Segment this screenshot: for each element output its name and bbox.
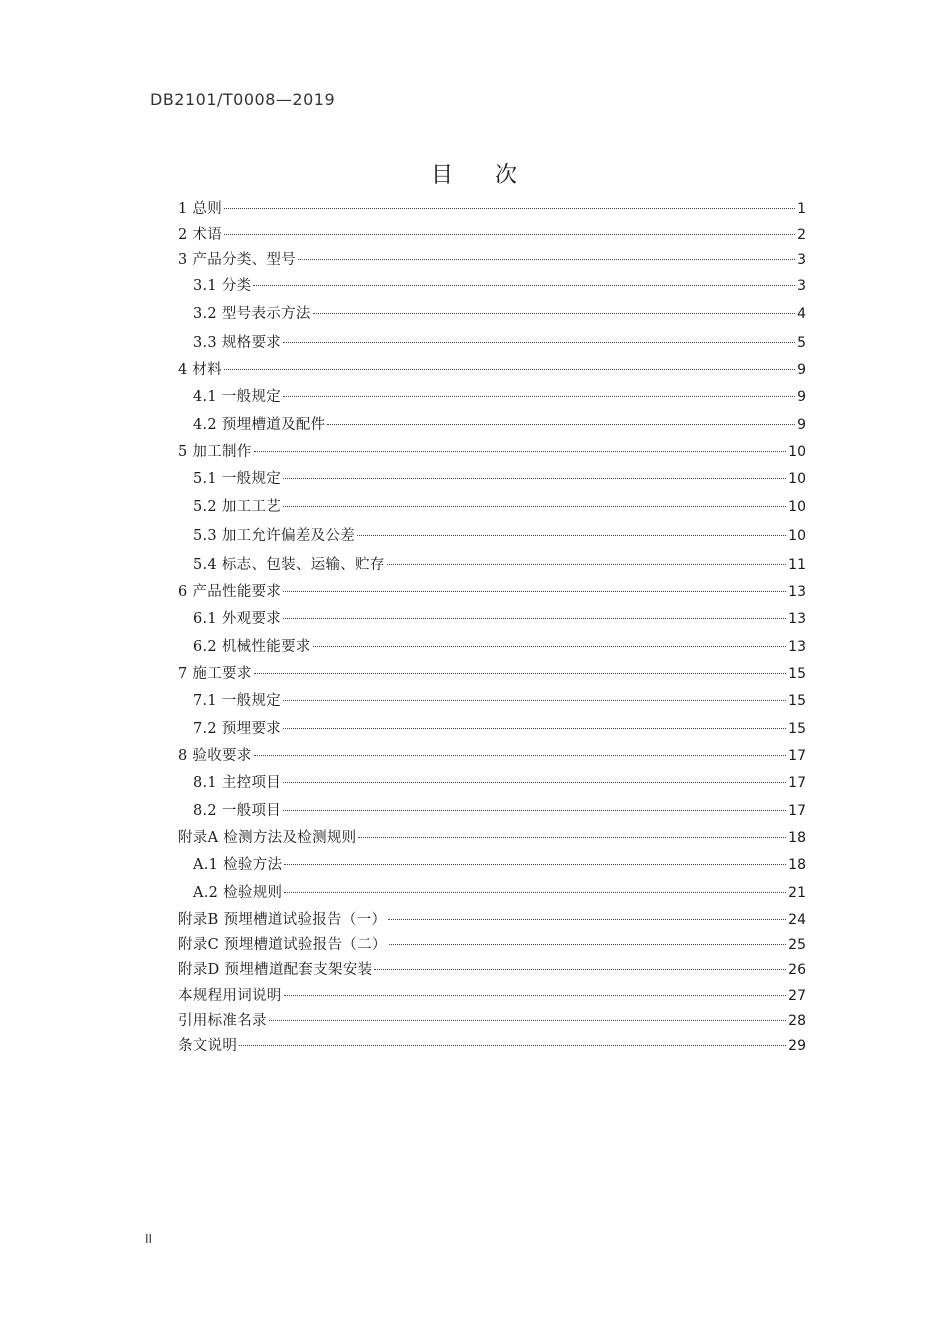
- toc-entry-page: 9: [797, 362, 806, 378]
- toc-entry-page: 11: [788, 557, 806, 573]
- toc-entry-label: 5.1 一般规定: [193, 471, 282, 487]
- toc-entry-page: 9: [797, 389, 806, 405]
- toc-entry[interactable]: [178, 469, 806, 489]
- toc-entry-page: 4: [797, 306, 806, 322]
- dot-leader: [254, 451, 787, 452]
- toc-entry-page: 10: [788, 471, 806, 487]
- dot-leader: [283, 506, 786, 507]
- toc-entry-label: 本规程用词说明: [178, 988, 282, 1004]
- toc-entry-page: 1: [797, 201, 806, 217]
- toc-entry[interactable]: [178, 1036, 806, 1056]
- toc-entry-label: 3.1 分类: [193, 278, 252, 294]
- toc-entry-page: 24: [788, 912, 806, 928]
- toc-entry[interactable]: [178, 986, 806, 1006]
- dot-leader: [387, 564, 787, 565]
- dot-leader: [388, 919, 786, 920]
- dot-leader: [224, 369, 795, 370]
- dot-leader: [327, 424, 795, 425]
- toc-entry-page: 3: [797, 252, 806, 268]
- toc-entry-label: 5.4 标志、包装、运输、贮存: [193, 557, 385, 573]
- toc-entry[interactable]: [178, 855, 806, 875]
- dot-leader: [284, 995, 787, 996]
- toc-entry[interactable]: [178, 442, 806, 462]
- toc-entry[interactable]: [178, 333, 806, 353]
- dot-leader: [239, 1045, 786, 1046]
- toc-title-right: 次: [495, 163, 520, 188]
- toc-entry-page: 10: [788, 444, 806, 460]
- dot-leader: [389, 944, 786, 945]
- dot-leader: [283, 396, 795, 397]
- toc-entry-page: 10: [788, 528, 806, 544]
- toc-entry-page: 25: [788, 937, 806, 953]
- toc-entry-page: 26: [788, 962, 806, 978]
- toc-entry[interactable]: [178, 555, 806, 575]
- dot-leader: [283, 478, 786, 479]
- toc-entry[interactable]: [178, 304, 806, 324]
- toc-entry-page: 10: [788, 499, 806, 515]
- toc-entry-label: 附录D 预埋槽道配套支架安装: [178, 962, 373, 978]
- toc-entry-page: 27: [788, 988, 806, 1004]
- dot-leader: [357, 535, 786, 536]
- dot-leader: [224, 234, 795, 235]
- toc-entry-label: 引用标准名录: [178, 1013, 267, 1029]
- toc-entry-page: 17: [788, 748, 806, 764]
- toc-entry[interactable]: [178, 960, 806, 980]
- dot-leader: [313, 646, 787, 647]
- toc-entry-page: 13: [788, 584, 806, 600]
- toc-entry-label: 附录B 预埋槽道试验报告（一）: [178, 912, 387, 928]
- toc-entry-label: 7.2 预埋要求: [193, 721, 282, 737]
- toc-entry[interactable]: [178, 935, 806, 955]
- page-number-footer: II: [145, 1232, 153, 1246]
- toc-entry[interactable]: [178, 250, 806, 270]
- toc-entry-page: 9: [797, 417, 806, 433]
- dot-leader: [283, 618, 786, 619]
- toc-entry-label: 1 总则: [178, 201, 223, 217]
- dot-leader: [298, 259, 795, 260]
- toc-entry[interactable]: [178, 225, 806, 245]
- toc-entry-label: 8.1 主控项目: [193, 775, 282, 791]
- toc-entry[interactable]: [178, 1011, 806, 1031]
- toc-title-left: 目: [430, 163, 455, 188]
- dot-leader: [254, 755, 787, 756]
- dot-leader: [283, 342, 795, 343]
- toc-entry-label: 5 加工制作: [178, 444, 252, 460]
- toc-entry-label: 7.1 一般规定: [193, 693, 282, 709]
- toc-entry-label: 7 施工要求: [178, 666, 252, 682]
- toc-entry-page: 21: [788, 885, 806, 901]
- toc-entry[interactable]: [178, 691, 806, 711]
- toc-entry-label: A.2 检验规则: [193, 885, 283, 901]
- toc-entry-label: 8 验收要求: [178, 748, 252, 764]
- toc-entry[interactable]: [178, 276, 806, 296]
- toc-entry-page: 15: [788, 693, 806, 709]
- dot-leader: [358, 837, 786, 838]
- toc-entry[interactable]: [178, 497, 806, 517]
- toc-entry-page: 13: [788, 611, 806, 627]
- toc-entry[interactable]: [178, 773, 806, 793]
- toc-entry-label: A.1 检验方法: [193, 857, 283, 873]
- toc-entry-label: 条文说明: [178, 1038, 238, 1054]
- toc-entry[interactable]: [178, 582, 806, 602]
- toc-entry-label: 3 产品分类、型号: [178, 252, 297, 268]
- toc-entry[interactable]: [178, 801, 806, 821]
- toc-entry[interactable]: [178, 387, 806, 407]
- toc-entry-page: 2: [797, 227, 806, 243]
- toc-entry-label: 5.3 加工允许偏差及公差: [193, 528, 356, 544]
- toc-entry[interactable]: [178, 883, 806, 903]
- dot-leader: [269, 1020, 786, 1021]
- toc-entry-page: 13: [788, 639, 806, 655]
- toc-entry-label: 4 材料: [178, 362, 223, 378]
- dot-leader: [283, 782, 786, 783]
- dot-leader: [313, 313, 795, 314]
- toc-title: [0, 158, 950, 189]
- toc-entry-label: 附录A 检测方法及检测规则: [178, 830, 357, 846]
- toc-entry-label: 2 术语: [178, 227, 223, 243]
- toc-entry[interactable]: [178, 910, 806, 930]
- toc-entry-label: 6.2 机械性能要求: [193, 639, 311, 655]
- toc-entry[interactable]: [178, 637, 806, 657]
- toc-entry-page: 18: [788, 857, 806, 873]
- toc-entry-page: 15: [788, 666, 806, 682]
- dot-leader: [374, 969, 786, 970]
- toc-entry-label: 6 产品性能要求: [178, 584, 282, 600]
- toc-entry[interactable]: [178, 719, 806, 739]
- toc-entry-label: 3.3 规格要求: [193, 335, 282, 351]
- dot-leader: [254, 673, 787, 674]
- toc-entry-label: 6.1 外观要求: [193, 611, 282, 627]
- document-code: DB2101/T0008—2019: [150, 90, 336, 109]
- toc-entry-page: 18: [788, 830, 806, 846]
- toc-entry[interactable]: [178, 199, 806, 219]
- toc-entry-page: 28: [788, 1013, 806, 1029]
- toc-entry[interactable]: [178, 360, 806, 380]
- toc-entry-page: 17: [788, 775, 806, 791]
- toc-entry-label: 8.2 一般项目: [193, 803, 282, 819]
- toc-entry-label: 3.2 型号表示方法: [193, 306, 311, 322]
- dot-leader: [284, 864, 786, 865]
- toc-entry[interactable]: [178, 609, 806, 629]
- toc-entry-page: 3: [797, 278, 806, 294]
- dot-leader: [224, 208, 795, 209]
- toc-entry[interactable]: [178, 526, 806, 546]
- toc-entry-page: 5: [797, 335, 806, 351]
- toc-entry[interactable]: [178, 746, 806, 766]
- toc-entry[interactable]: [178, 828, 806, 848]
- toc-entry[interactable]: [178, 664, 806, 684]
- dot-leader: [283, 700, 786, 701]
- toc-entry-label: 4.1 一般规定: [193, 389, 282, 405]
- toc-entry-page: 29: [788, 1038, 806, 1054]
- toc-entry-label: 5.2 加工工艺: [193, 499, 282, 515]
- toc-entry-page: 17: [788, 803, 806, 819]
- dot-leader: [283, 591, 786, 592]
- dot-leader: [283, 810, 786, 811]
- toc-entry-label: 4.2 预埋槽道及配件: [193, 417, 326, 433]
- dot-leader: [284, 892, 786, 893]
- toc-entry-page: 15: [788, 721, 806, 737]
- toc-entry[interactable]: [178, 415, 806, 435]
- dot-leader: [253, 285, 795, 286]
- dot-leader: [283, 728, 786, 729]
- toc-entry-label: 附录C 预埋槽道试验报告（二）: [178, 937, 387, 953]
